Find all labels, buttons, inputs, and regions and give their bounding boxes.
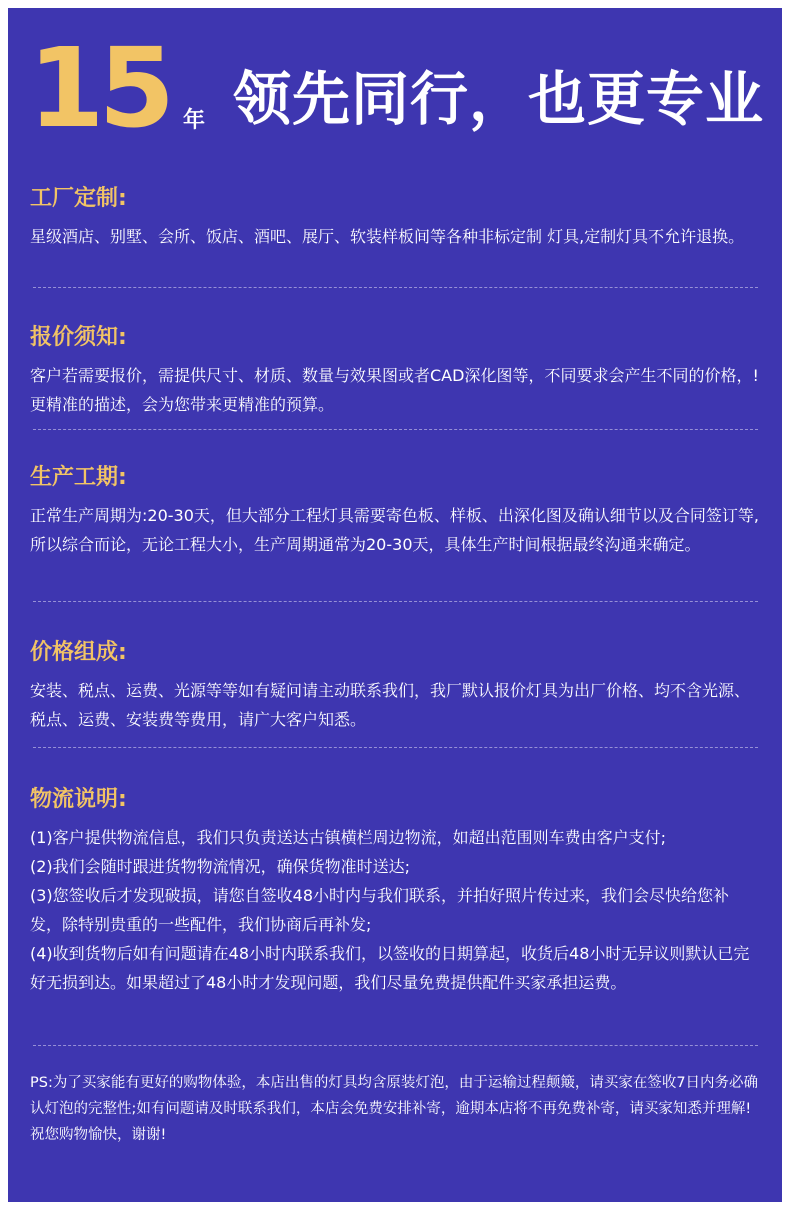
section-title: 工厂定制: xyxy=(30,186,127,211)
hero-banner xyxy=(28,24,768,153)
section-title: 报价须知: xyxy=(30,325,127,350)
logistics-item: (3)您签收后才发现破损，请您自签收48小时内与我们联系，并拍好照片传过来，我们会尽快给您补发，除特别贵重的一些配件，我们协商后再补发; xyxy=(30,886,730,934)
section-body: 正常生产周期为:20-30天，但大部分工程灯具需要寄色板、样板、出深化图及确认细节以及合同签订等,所以综合而论，无论工程大小，生产周期通常为20-30天，具体生产时间根据最终沟通来确定。 xyxy=(30,506,759,554)
hero-number: 15 xyxy=(28,24,170,152)
section-body: 客户若需要报价，需提供尺寸、材质、数量与效果图或者CAD深化图等，不同要求会产生不同的价格，!更精准的描述，会为您带来更精准的预算。 xyxy=(30,366,759,414)
logistics-item: (4)收到货物后如有问题请在48小时内联系我们，以签收的日期算起，收货后48小时无异议则默认已完好无损到达。如果超过了48小时才发现问题，我们尽量免费提供配件买家承担运费。 xyxy=(30,944,750,992)
ps-note: PS:为了买家能有更好的购物体验，本店出售的灯具均含原装灯泡，由于运输过程颠簸，请买家在签收7日内务必确认灯泡的完整性;如有问题请及时联系我们，本店会免费安排补寄，逾期本店将不再免费补寄，请买家知悉并理解! 祝您购物愉快，谢谢! xyxy=(30,1075,759,1143)
divider xyxy=(33,747,758,748)
section-body: 安装、税点、运费、光源等等如有疑问请主动联系我们，我厂默认报价灯具为出厂价格、均不含光源、税点、运费、安装费等费用，请广大客户知悉。 xyxy=(30,681,751,729)
hero-year-label: 年 xyxy=(183,108,206,133)
section-logistics xyxy=(30,785,760,997)
info-panel xyxy=(8,8,782,1202)
section-title: 价格组成: xyxy=(30,640,127,665)
section-production-period xyxy=(30,463,760,559)
section-price-composition xyxy=(30,638,760,734)
divider xyxy=(33,429,758,430)
hero-slogan: 领先同行，也更专业 xyxy=(233,65,765,133)
divider xyxy=(33,601,758,602)
divider xyxy=(33,287,758,288)
section-body xyxy=(30,823,760,997)
section-body: 星级酒店、别墅、会所、饭店、酒吧、展厅、软装样板间等各种非标定制 灯具,定制灯具不允许退换。 xyxy=(30,227,745,246)
section-quote-notice xyxy=(30,323,760,419)
section-title: 生产工期: xyxy=(30,465,127,490)
section-title: 物流说明: xyxy=(30,787,127,812)
section-factory-custom xyxy=(30,184,760,251)
logistics-item: (2)我们会随时跟进货物物流情况，确保货物准时送达; xyxy=(30,857,411,876)
divider xyxy=(33,1045,758,1046)
logistics-item: (1)客户提供物流信息，我们只负责送达古镇横栏周边物流，如超出范围则车费由客户支付; xyxy=(30,828,667,847)
